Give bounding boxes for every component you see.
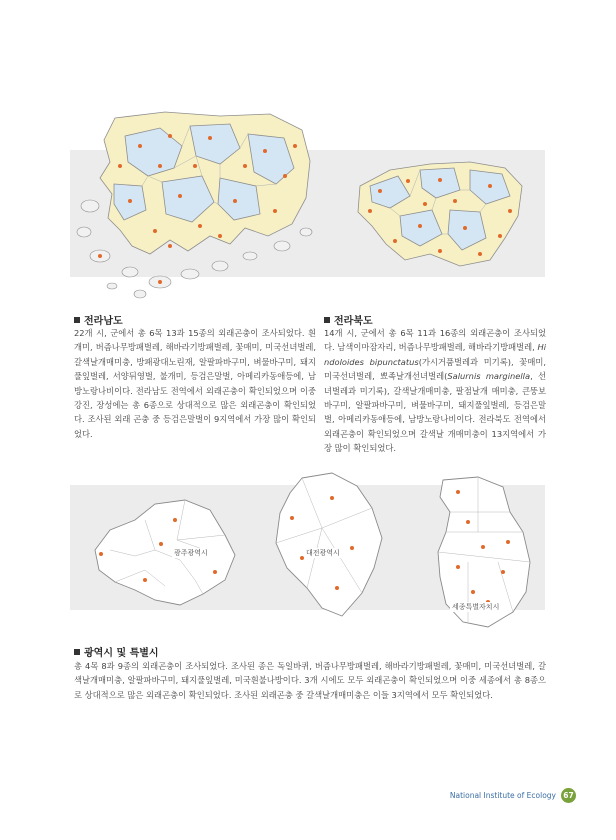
- gwangju-map: [85, 490, 245, 612]
- jeonbuk-text-1: 14개 시, 군에서 총 6목 11과 16종의 외래곤충이 조사되었다. 남색이마잠자리, 버즘나무방패벌레, 해바라기방패벌레,: [324, 328, 546, 353]
- institute-name: National Institute of Ecology: [449, 791, 556, 800]
- daejeon-label: 대전광역시: [306, 549, 340, 557]
- page-footer: [450, 788, 576, 803]
- metro-title: 광역시 및 특별시: [84, 648, 159, 659]
- species-name-2: Salurnis marginella: [447, 371, 531, 382]
- jeonbuk-text-3: , 선녀벌레과 미기록), 갈색날개매미충, 팔점날개 매미충, 큰뚱보바구미, 알팔파바구미, 벼물바구미, 돼지풀잎벌레, 등검은말벌, 아메리카동애등에, 남방노랑나비이다. 전라북도 전역에서 외래곤충이 확인되었으며 갈색날 개매미충이 13지역에서 가장 많이 확인되었다.: [324, 371, 546, 454]
- sejong-label: 세종특별자치시: [452, 603, 500, 611]
- jeonbuk-heading: [324, 312, 373, 327]
- daejeon-map: [262, 468, 392, 623]
- jeonbuk-paragraph: [324, 326, 546, 456]
- jeonnam-paragraph: 22개 시, 군에서 총 6목 13과 15종의 외래곤충이 조사되었다. 흰개미, 버즘나무방패벌레, 해바라기방패벌레, 꽃매미, 미국선녀벌레, 갈색날개매미충, 방패광대노린재, 알팔파바구미, 벼물바구미, 돼지풀잎벌레, 서양뒤영벌, 불개미, 등검은말벌, 아메리카동애등에, 남방노랑나비이다. 전라남도 전역에서 외래곤충이 확인되었으며 이중 강진, 장성에는 총 6종으로 상대적으로 많은 외래곤충이 확인되었다. 조사된 외래 곤충 중 등검은말벌이 9지역에서 가장 많이 확인되었다.: [74, 328, 316, 439]
- jeonnam-title: 전라남도: [84, 316, 123, 327]
- square-bullet-icon: [74, 317, 80, 323]
- metro-heading: [74, 644, 159, 659]
- jeonnam-map: [70, 106, 320, 306]
- page-number: 67: [561, 788, 576, 803]
- jeonbuk-title: 전라북도: [334, 316, 373, 327]
- jeonbuk-text-2: (가시거품벌레과 미기록), 꽃매미, 미국선녀벌레, 뾰족날개선녀벌레(: [324, 356, 546, 382]
- gwangju-label: 광주광역시: [174, 549, 208, 557]
- square-bullet-icon: [74, 649, 80, 655]
- jeonnam-heading: [74, 312, 123, 327]
- species-name-1: Hindoloides bipunctatus: [324, 342, 547, 367]
- square-bullet-icon: [324, 317, 330, 323]
- jeonbuk-map: [350, 156, 530, 271]
- metro-paragraph: 총 4목 8과 9종의 외래곤충이 조사되었다. 조사된 종은 독일바퀴, 버즘나무방패벌레, 해바라기방패벌레, 꽃매미, 미국선녀벌레, 갈색날개매미충, 알팔파바구미, 돼지풀잎벌레, 미국흰불나방이다. 3개 시에도 모두 외래곤충이 확인되었으며 이중 세종에서 총 8종으로 상대적으로 많은 외래곤충이 확인되었다. 조사된 외래곤충 중 갈색날개매미충은 이들 3지역에서 모두 확인되었다.: [74, 661, 546, 700]
